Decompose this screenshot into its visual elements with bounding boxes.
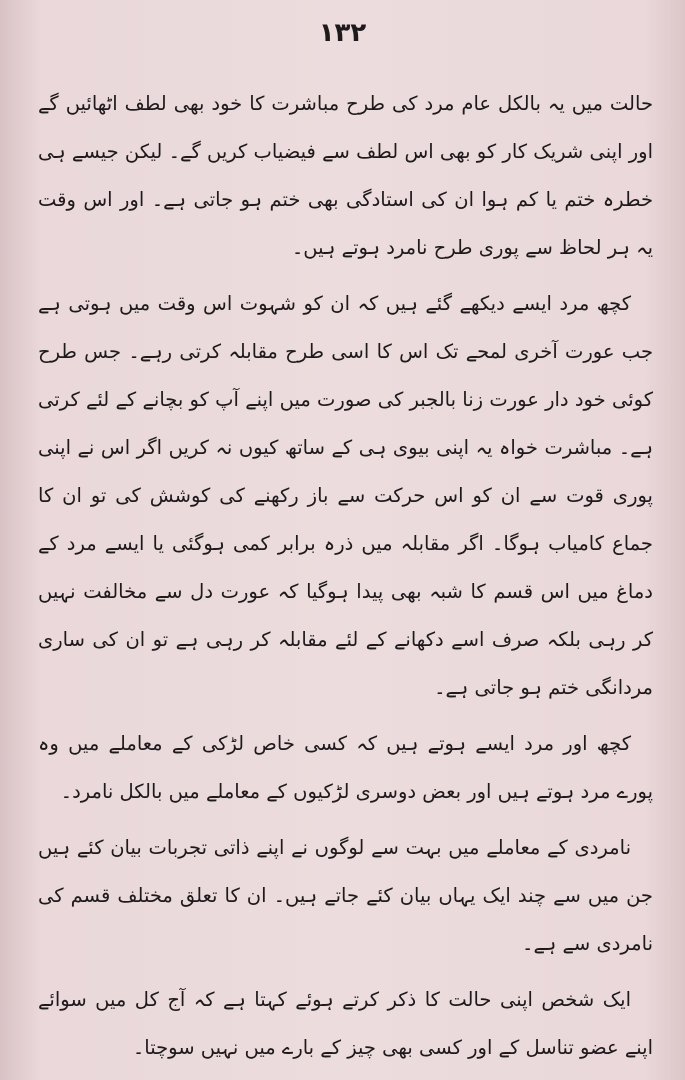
paragraph-2: کچھ مرد ایسے دیکھے گئے ہیں کہ ان کو شہوت اس وقت میں ہوتی ہے جب عورت آخری لمحے تک اس کا اسی طرح مقابلہ کرتی رہے۔ جس طرح کوئی خود دار عورت زنا بالجبر کی صورت میں اپنے آپ کو بچانے کے لئے کرتی ہے۔ مباشرت خواہ یہ اپنی بیوی ہی کے ساتھ کیوں نہ کریں اگر اس نے اپنی پوری قوت سے ان کو اس حرکت سے باز رکھنے کی کوشش کی تو ان کا جماع کامیاب ہوگا۔ اگر مقابلہ میں ذرہ برابر کمی ہوگئی یا ایسے مرد کے دماغ میں اس قسم کا شبہ بھی پیدا ہوگیا کہ عورت دل سے مخالفت نہیں کر رہی بلکہ صرف اسے دکھانے کے لئے مقابلہ کر رہی ہے تو ان کی ساری مردانگی ختم ہو جاتی ہے۔: [38, 292, 653, 699]
paragraph-3: کچھ اور مرد ایسے ہوتے ہیں کہ کسی خاص لڑکی کے معاملے میں وہ پورے مرد ہوتے ہیں اور بعض دوسری لڑکیوں کے معاملے میں بالکل نامرد۔: [38, 732, 653, 803]
page-body: [38, 80, 653, 1080]
paragraph-5: ایک شخص اپنی حالت کا ذکر کرتے ہوئے کہتا ہے کہ آج کل میں سوائے اپنے عضو تناسل کے اور کسی بھی چیز کے بارے میں نہیں سوچتا۔: [38, 988, 653, 1059]
paragraph-1: حالت میں یہ بالکل عام مرد کی طرح مباشرت کا خود بھی لطف اٹھائیں گے اور اپنی شریک کار کو بھی اس لطف سے فیضیاب کریں گے۔ لیکن جیسے ہی خطرہ ختم یا کم ہوا ان کی استادگی بھی ختم ہو جاتی ہے۔ اور اس وقت یہ ہر لحاظ سے پوری طرح نامرد ہوتے ہیں۔: [38, 92, 653, 259]
page-number: ۱۳۲: [318, 18, 367, 48]
paragraph-4: نامردی کے معاملے میں بہت سے لوگوں نے اپنے ذاتی تجربات بیان کئے ہیں جن میں سے چند ایک یہاں بیان کئے جاتے ہیں۔ ان کا تعلق مختلف قسم کی نامردی سے ہے۔: [38, 836, 653, 955]
